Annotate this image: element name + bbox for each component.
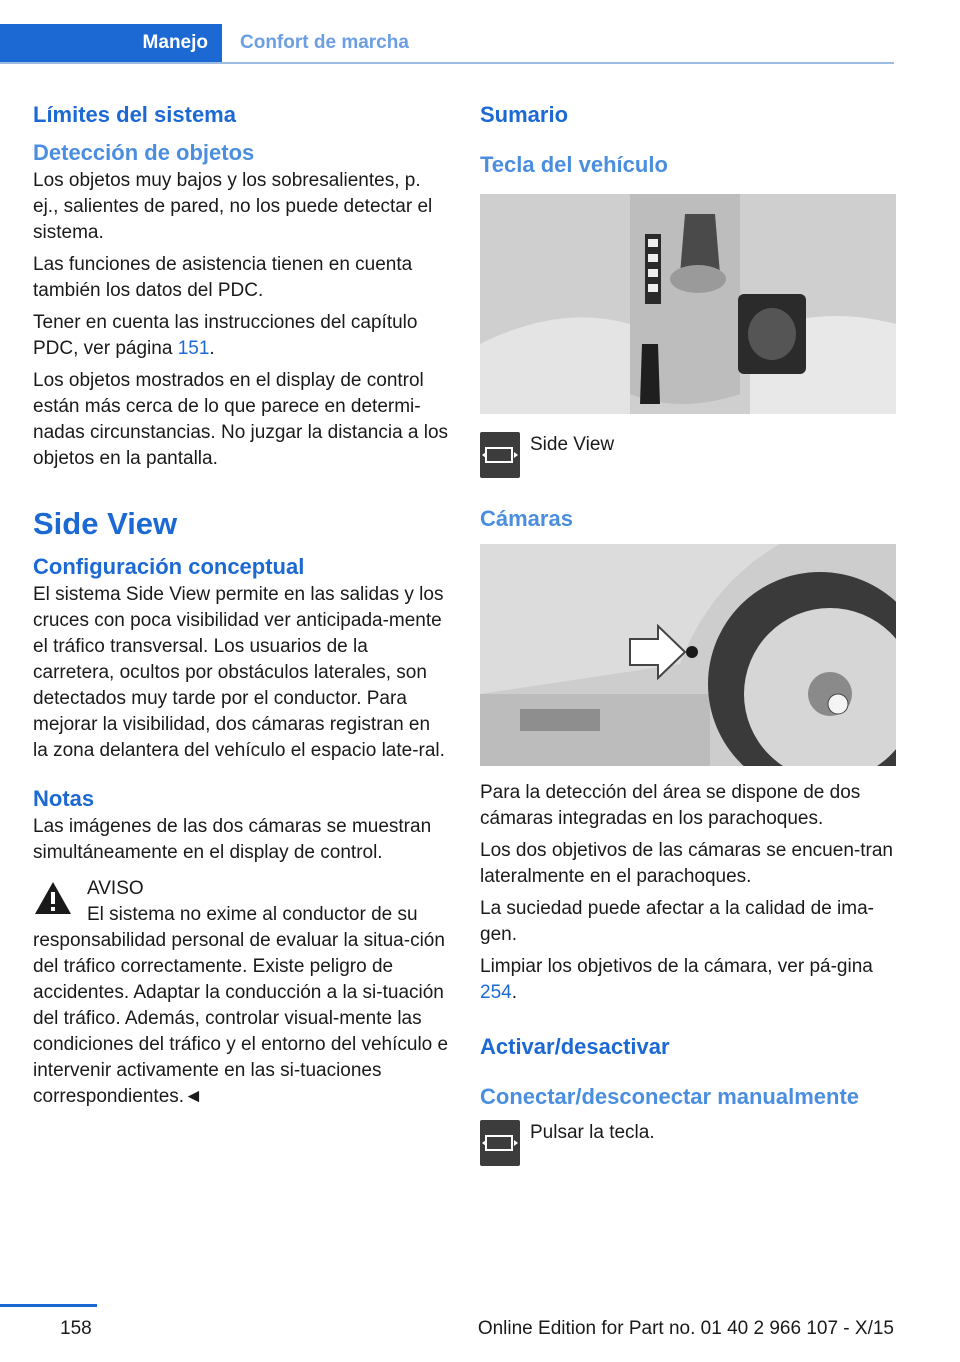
warning-text: El sistema no exime al conductor de su responsabilidad personal de evaluar la situa-ción del tráfico correctamente. Existe peligro de accidentes. Adaptar la conducción a la si-tuación del tráfico. Además, controlar visual-mente las condiciones del tráfico y el entorno del vehículo e intervenir activamente en las si-tuaciones correspondientes.◄ <box>33 904 449 1107</box>
paragraph: El sistema Side View permite en las salidas y los cruces con poca visibilidad ver anticipada-mente el tráfico transversal. Los usuarios de la carretera, ocultos por obstáculos laterales, son detectados muy tarde por el conductor. Para mejorar la visibilidad, dos cámaras registran en la zona delantera del vehículo el espacio late-ral. <box>33 584 445 761</box>
paragraph: Las imágenes de las dos cámaras se muestran simultáneamente en el display de control. <box>33 816 432 863</box>
warning-title: AVISO <box>87 878 144 899</box>
paragraph: Los objetos mostrados en el display de control están más cerca de lo que parece en determi-nadas circunstancias. No juzgar la distancia a los objetos en la pantalla. <box>33 370 449 469</box>
paragraph: La suciedad puede afectar a la calidad de ima-gen. <box>480 898 874 945</box>
heading-side-view: Side View <box>33 506 178 541</box>
chapter-header <box>0 24 894 64</box>
side-view-button-icon[interactable] <box>480 1120 520 1166</box>
page-number: 158 <box>60 1318 92 1339</box>
vehicle-console-image <box>480 194 896 414</box>
right-column <box>480 100 896 1168</box>
page-link[interactable]: 254 <box>480 982 512 1003</box>
warning-icon <box>33 880 73 916</box>
footer-rule <box>0 1304 97 1307</box>
paragraph: Limpiar los objetivos de la cámara, ver pá-gina 254. <box>480 956 873 1003</box>
key-label-side-view: Side View <box>530 434 615 455</box>
paragraph: Las funciones de asistencia tienen en cuenta también los datos del PDC. <box>33 254 413 301</box>
heading-activar: Activar/desactivar <box>480 1034 670 1059</box>
side-view-key-row <box>480 432 896 480</box>
tab-confort-de-marcha[interactable]: Confort de marcha <box>240 32 409 53</box>
heading-configuracion: Configuración conceptual <box>33 554 305 579</box>
heading-limites: Límites del sistema <box>33 102 236 127</box>
heading-camaras: Cámaras <box>480 506 573 531</box>
side-view-button-icon[interactable] <box>480 432 520 478</box>
tab-manejo-label: Manejo <box>142 32 208 53</box>
warning-block <box>33 876 449 1110</box>
paragraph: Los objetos muy bajos y los sobresalientes, p. ej., salientes de pared, no los puede detectar el sistema. <box>33 170 433 243</box>
heading-sumario: Sumario <box>480 102 569 127</box>
bumper-camera-image <box>480 544 896 766</box>
left-column <box>33 100 449 1110</box>
edition-text: Online Edition for Part no. 01 40 2 966 107 - X/15 <box>477 1318 894 1339</box>
press-key-row <box>480 1120 896 1168</box>
heading-conectar: Conectar/desconectar manualmente <box>480 1084 860 1109</box>
paragraph: Los dos objetivos de las cámaras se encuen-tran lateralmente en el parachoques. <box>480 840 893 887</box>
paragraph: Tener en cuenta las instrucciones del capítulo PDC, ver página 151. <box>33 312 418 359</box>
paragraph: Para la detección del área se dispone de dos cámaras integradas en los parachoques. <box>480 782 861 829</box>
heading-deteccion: Detección de objetos <box>33 140 255 165</box>
page-link[interactable]: 151 <box>177 338 210 359</box>
heading-notas: Notas <box>33 786 95 811</box>
key-label-press: Pulsar la tecla. <box>530 1122 655 1143</box>
tab-manejo[interactable] <box>0 24 222 62</box>
heading-tecla: Tecla del vehículo <box>480 152 668 177</box>
